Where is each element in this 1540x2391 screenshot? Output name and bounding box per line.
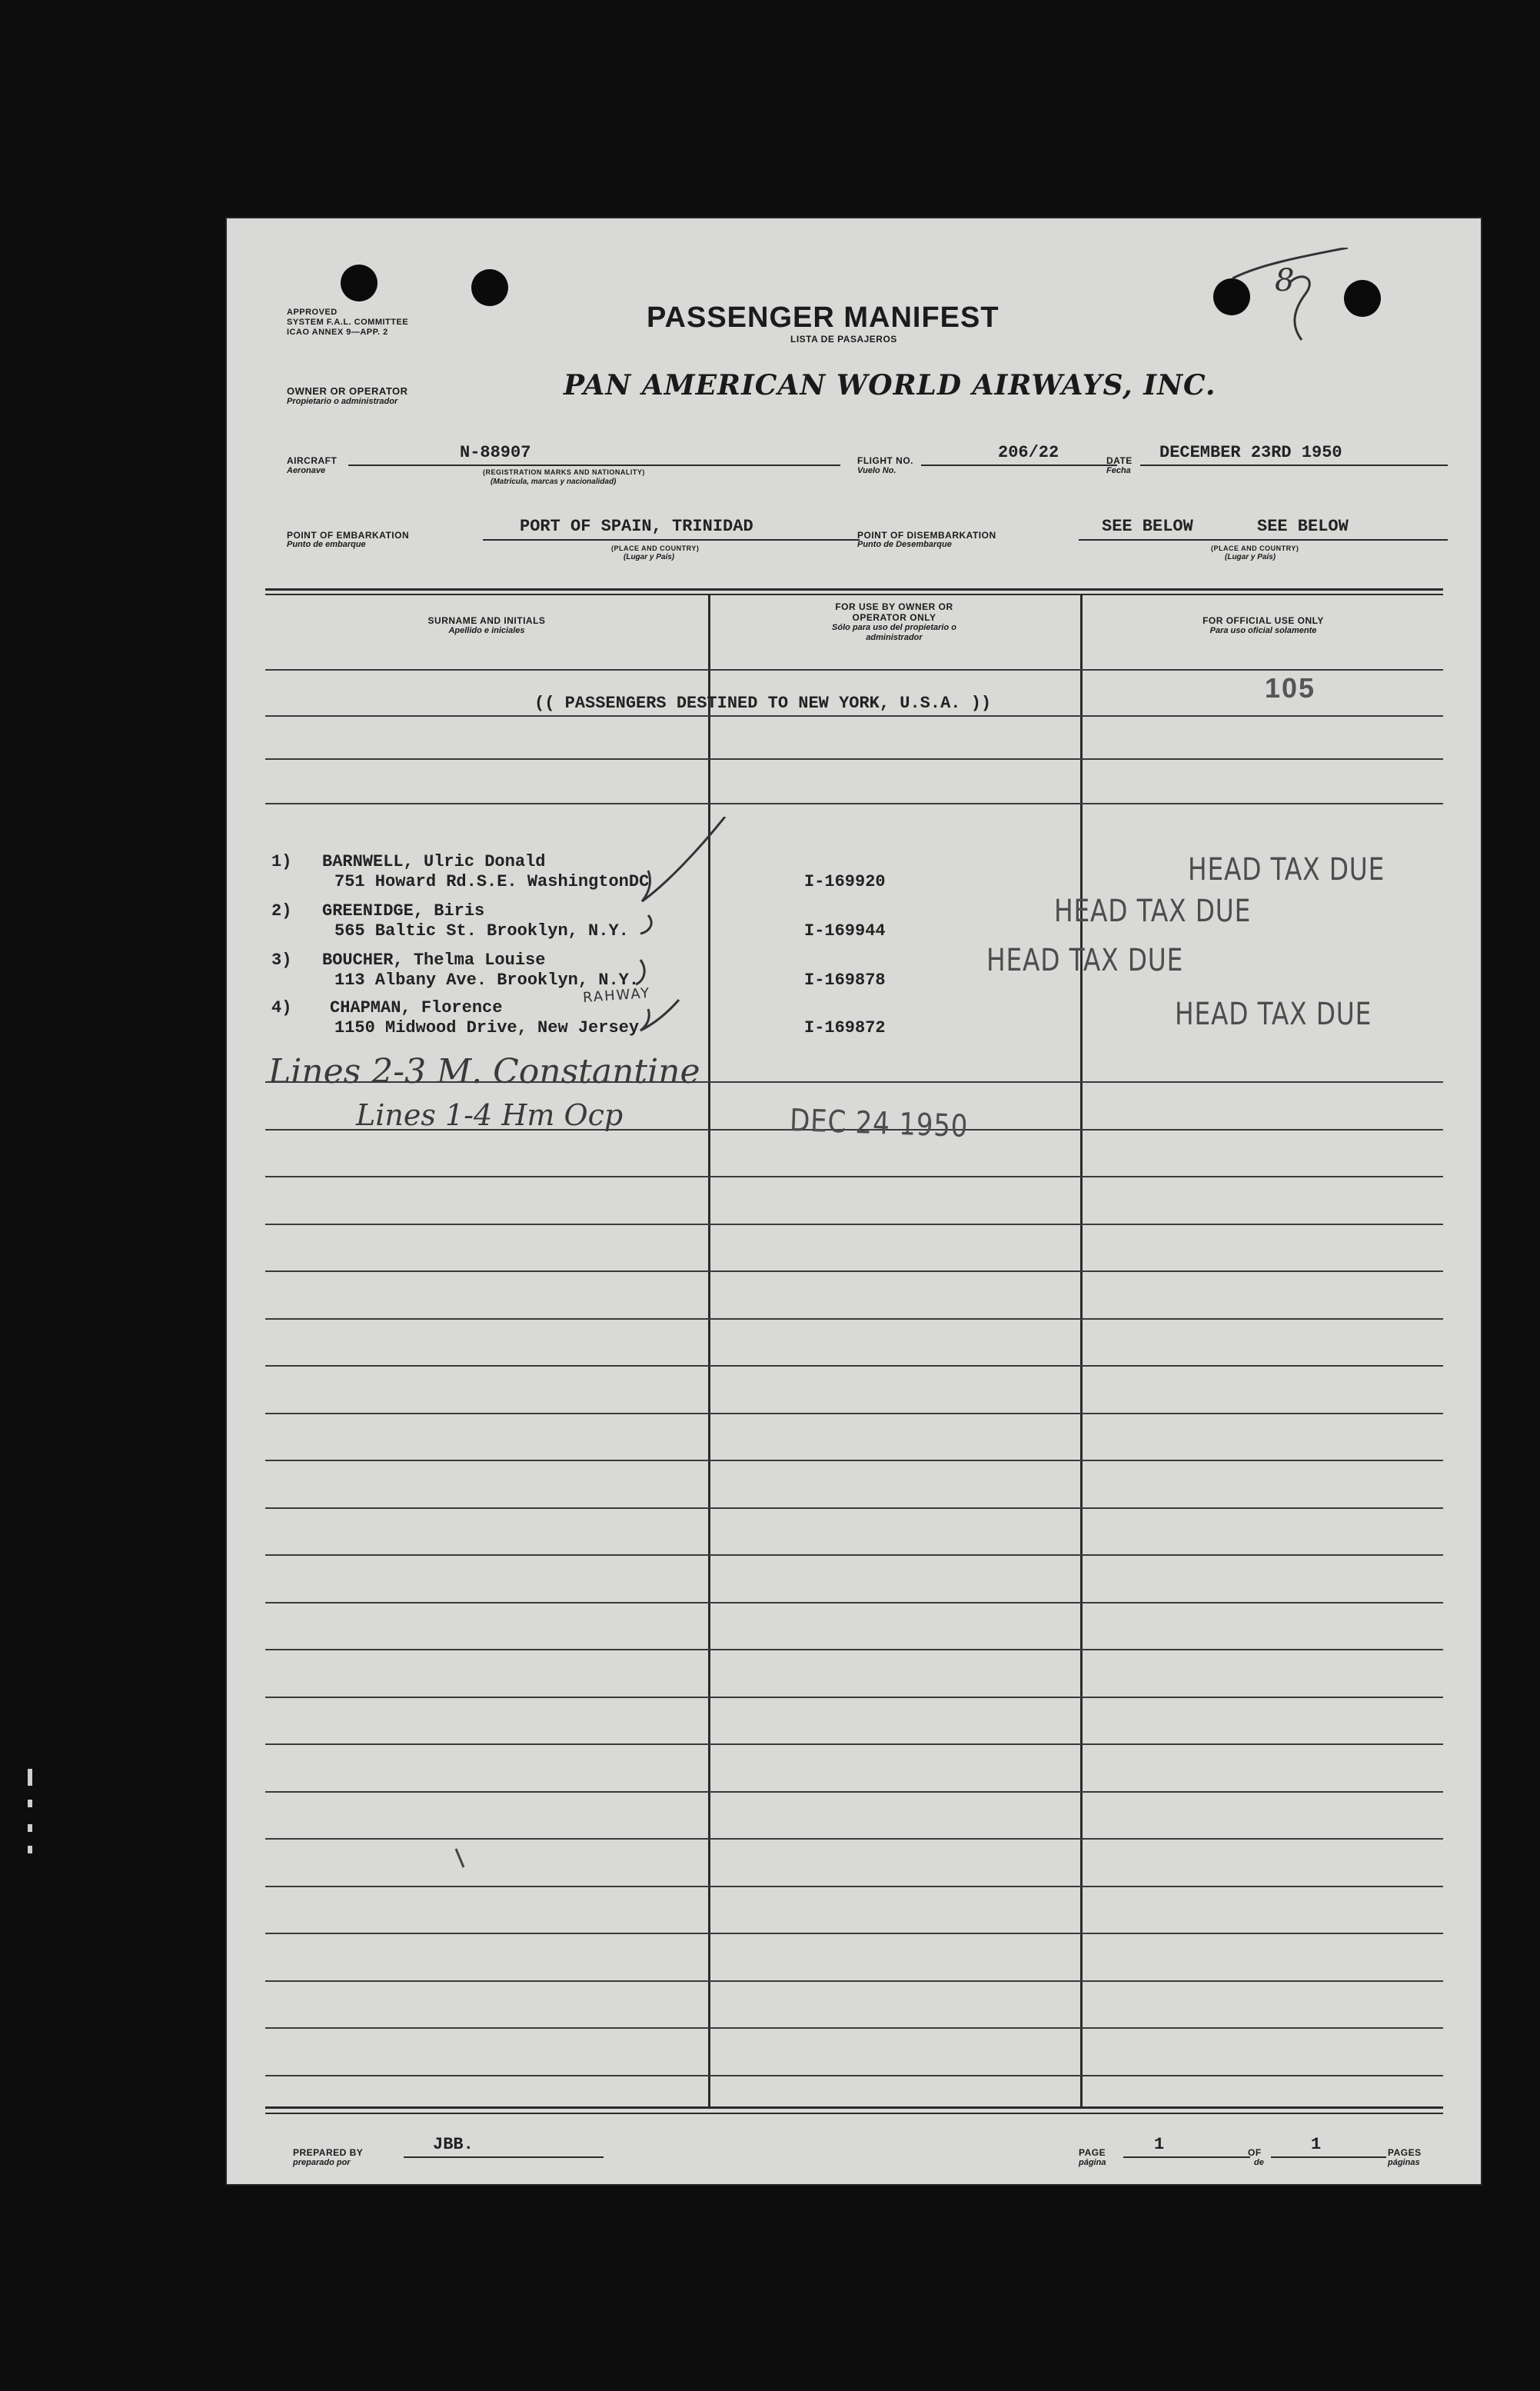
disembarkation-country: SEE BELOW bbox=[1257, 517, 1349, 536]
ruled-row-line bbox=[265, 1224, 1443, 1225]
owner-label-es: Propietario o administrador bbox=[287, 397, 398, 406]
scan-edge-mark bbox=[28, 1824, 32, 1832]
passenger-name: BARNWELL, Ulric Donald bbox=[322, 852, 546, 871]
passenger-address: 113 Albany Ave. Brooklyn, N.Y. bbox=[334, 971, 640, 990]
approved-line: SYSTEM F.A.L. COMMITTEE bbox=[287, 318, 409, 327]
passenger-number: 4) bbox=[271, 998, 292, 1017]
annotation-line-1: Lines 2-3 M. Constantine bbox=[268, 1052, 700, 1091]
column-header-official bbox=[1083, 615, 1444, 636]
approved-line: APPROVED bbox=[287, 308, 338, 317]
date-label-es: Fecha bbox=[1106, 466, 1131, 475]
passenger-address: 1150 Midwood Drive, New Jersey bbox=[334, 1018, 640, 1037]
ruled-row-line bbox=[265, 1507, 1443, 1509]
ruled-row-line bbox=[265, 1460, 1443, 1461]
flight-label: FLIGHT NO. bbox=[857, 455, 913, 466]
page-value: 1 bbox=[1154, 2135, 1165, 2154]
manifest-page bbox=[225, 217, 1482, 2186]
ruled-row-line bbox=[265, 1838, 1443, 1840]
prepared-value: JBB. bbox=[433, 2135, 474, 2154]
pages-label-es: páginas bbox=[1388, 2158, 1420, 2167]
page-label: PAGE bbox=[1079, 2147, 1106, 2158]
aircraft-underline bbox=[348, 465, 840, 466]
scan-edge-mark bbox=[28, 1846, 32, 1853]
official-number-stamp: 105 bbox=[1265, 672, 1316, 704]
passenger-name: BOUCHER, Thelma Louise bbox=[322, 951, 546, 970]
ruled-row-line bbox=[265, 803, 1443, 804]
of-value: 1 bbox=[1311, 2135, 1322, 2154]
annotation-line-2: Lines 1-4 Hm Ocp bbox=[356, 1098, 624, 1132]
passenger-ref: I-169920 bbox=[804, 872, 886, 891]
check-mark bbox=[642, 817, 725, 901]
embarkation-label-es: Punto de embarque bbox=[287, 540, 366, 549]
passenger-number: 2) bbox=[271, 901, 292, 921]
punch-hole bbox=[471, 269, 508, 306]
check-mark bbox=[640, 915, 651, 934]
pages-label: PAGES bbox=[1388, 2147, 1422, 2158]
form-title: PASSENGER MANIFEST bbox=[647, 301, 1000, 334]
flight-value: 206/22 bbox=[998, 443, 1059, 462]
disembarkation-underline bbox=[1079, 539, 1448, 541]
passenger-ref: I-169878 bbox=[804, 971, 886, 990]
page-underline bbox=[1123, 2156, 1250, 2158]
ruled-row-line bbox=[265, 669, 1443, 671]
prepared-underline bbox=[404, 2156, 604, 2158]
column-title: SURNAME AND INITIALS bbox=[427, 615, 546, 626]
aircraft-sublabel-es: (Matrícula, marcas y nacionalidad) bbox=[491, 478, 617, 486]
date-received-stamp: DEC 24 1950 bbox=[789, 1103, 970, 1145]
column-subtitle: Para uso oficial solamente bbox=[1209, 626, 1317, 635]
flight-underline bbox=[921, 465, 1117, 466]
aircraft-label: AIRCRAFT bbox=[287, 455, 338, 466]
passenger-number: 3) bbox=[271, 951, 292, 970]
disembarkation-label: POINT OF DISEMBARKATION bbox=[857, 530, 996, 541]
flight-label-es: Vuelo No. bbox=[857, 466, 896, 475]
check-mark bbox=[640, 1000, 679, 1031]
column-title: FOR OFFICIAL USE ONLY bbox=[1202, 615, 1324, 626]
head-tax-stamp: HEAD TAX DUE bbox=[1188, 852, 1385, 887]
ruled-row-line bbox=[265, 1176, 1443, 1177]
ruled-row-line bbox=[265, 1649, 1443, 1650]
embarkation-value: PORT OF SPAIN, TRINIDAD bbox=[520, 517, 753, 536]
of-underline bbox=[1271, 2156, 1386, 2158]
ruled-row-line bbox=[265, 758, 1443, 760]
column-subtitle: Sólo para uso del propietario o administrador bbox=[832, 623, 956, 642]
embarkation-underline bbox=[483, 539, 860, 541]
ruled-row-line bbox=[265, 1791, 1443, 1793]
disembarkation-sublabel-es: (Lugar y País) bbox=[1225, 553, 1276, 561]
owner-label: OWNER OR OPERATOR bbox=[287, 385, 408, 397]
column-divider bbox=[1080, 594, 1083, 2107]
approved-block bbox=[287, 308, 408, 338]
handwritten-insert: RAHWAY bbox=[582, 984, 651, 1007]
ruled-row-line bbox=[265, 1886, 1443, 1887]
head-tax-stamp: HEAD TAX DUE bbox=[986, 943, 1184, 978]
handwritten-corner-text: 8 bbox=[1275, 263, 1295, 298]
head-tax-stamp: HEAD TAX DUE bbox=[1175, 997, 1372, 1032]
passenger-ref: I-169872 bbox=[804, 1018, 886, 1037]
passenger-ref: I-169944 bbox=[804, 921, 886, 941]
check-marks bbox=[625, 817, 748, 1063]
ruled-row-line bbox=[265, 2027, 1443, 2029]
of-label-es: de bbox=[1254, 2158, 1264, 2167]
passenger-address: 565 Baltic St. Brooklyn, N.Y. bbox=[334, 921, 629, 941]
aircraft-value: N-88907 bbox=[460, 443, 531, 462]
ruled-row-line bbox=[265, 1743, 1443, 1745]
passenger-name: CHAPMAN, Florence bbox=[330, 998, 503, 1017]
table-bottom-rule bbox=[265, 2113, 1443, 2114]
destination-note: (( PASSENGERS DESTINED TO NEW YORK, U.S.A. )) bbox=[534, 694, 992, 713]
stray-pen-mark bbox=[453, 1847, 468, 1870]
ruled-row-line bbox=[265, 1270, 1443, 1272]
column-header-operator bbox=[810, 601, 979, 643]
head-tax-stamp: HEAD TAX DUE bbox=[1054, 894, 1252, 929]
disembarkation-place: SEE BELOW bbox=[1102, 517, 1193, 536]
ruled-row-line bbox=[265, 1933, 1443, 1934]
embarkation-sublabel-es: (Lugar y País) bbox=[624, 553, 675, 561]
ruled-row-line bbox=[265, 1365, 1443, 1367]
ruled-row-line bbox=[265, 1980, 1443, 1982]
date-underline bbox=[1140, 465, 1448, 466]
embarkation-sublabel: (PLACE AND COUNTRY) bbox=[611, 544, 700, 552]
column-header-surname bbox=[265, 615, 708, 636]
check-mark bbox=[636, 960, 644, 984]
table-bottom-rule bbox=[265, 2106, 1443, 2109]
passenger-number: 1) bbox=[271, 852, 292, 871]
aircraft-sublabel: (REGISTRATION MARKS AND NATIONALITY) bbox=[483, 468, 645, 476]
column-subtitle: Apellido e iniciales bbox=[448, 626, 525, 635]
disembarkation-sublabel: (PLACE AND COUNTRY) bbox=[1211, 544, 1299, 552]
disembarkation-label-es: Punto de Desembarque bbox=[857, 540, 952, 549]
form-title-es: LISTA DE PASAJEROS bbox=[790, 334, 897, 345]
date-label: DATE bbox=[1106, 455, 1133, 466]
ruled-row-line bbox=[265, 1318, 1443, 1320]
table-top-rule bbox=[265, 588, 1443, 591]
owner-value: PAN AMERICAN WORLD AIRWAYS, INC. bbox=[564, 369, 1216, 401]
ruled-row-line bbox=[265, 1413, 1443, 1414]
scan-edge-mark bbox=[28, 1769, 32, 1786]
ruled-row-line bbox=[265, 1602, 1443, 1603]
ruled-row-line bbox=[265, 1697, 1443, 1698]
ruled-row-line bbox=[265, 1554, 1443, 1556]
scan-edge-mark bbox=[28, 1800, 32, 1807]
aircraft-label-es: Aeronave bbox=[287, 466, 326, 475]
prepared-label-es: preparado por bbox=[293, 2158, 351, 2167]
embarkation-label: POINT OF EMBARKATION bbox=[287, 530, 410, 541]
of-label: OF bbox=[1248, 2147, 1262, 2158]
prepared-label: PREPARED BY bbox=[293, 2147, 364, 2158]
passenger-address: 751 Howard Rd.S.E. WashingtonDC bbox=[334, 872, 650, 891]
page-label-es: página bbox=[1079, 2158, 1106, 2167]
ruled-row-line bbox=[265, 715, 1443, 717]
column-title: FOR USE BY OWNER OR OPERATOR ONLY bbox=[835, 601, 953, 623]
table-top-rule bbox=[265, 594, 1443, 595]
date-value: DECEMBER 23RD 1950 bbox=[1159, 443, 1342, 462]
passenger-name: GREENIDGE, Biris bbox=[322, 901, 485, 921]
ruled-row-line bbox=[265, 2075, 1443, 2076]
punch-hole bbox=[341, 265, 378, 301]
approved-line: ICAO ANNEX 9—APP. 2 bbox=[287, 328, 388, 337]
